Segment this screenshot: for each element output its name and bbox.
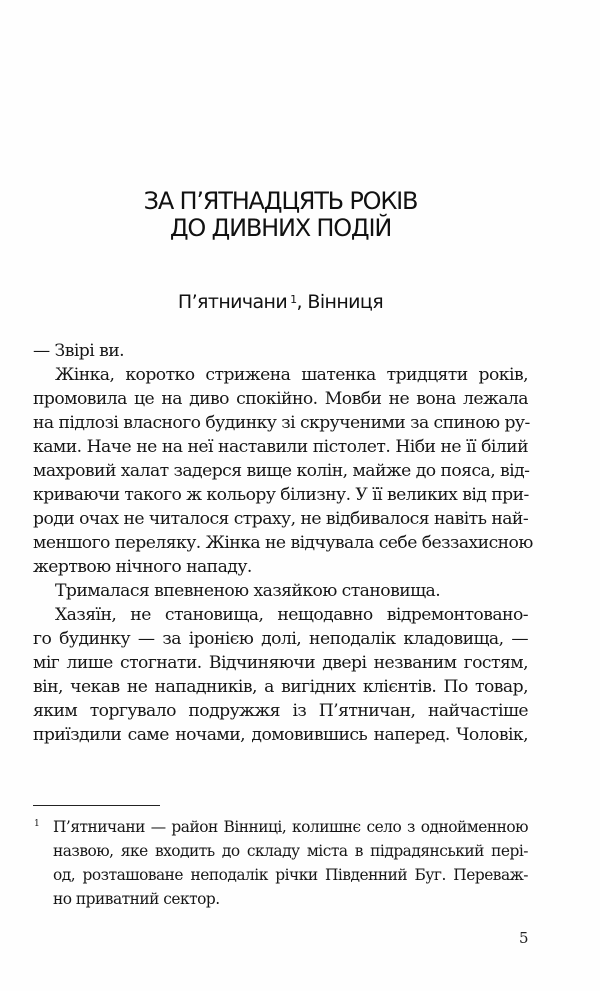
- footnote-separator: [33, 805, 160, 806]
- location-name: П’ятничани: [177, 291, 288, 313]
- body-line: го будинку — за іронією долі, неподалік кладовища, —: [33, 629, 528, 649]
- body-line: роди очах не читалося страху, не відбивалося навіть най-: [33, 509, 529, 529]
- body-line: Трималася впевненою хазяйкою становища.: [55, 581, 441, 601]
- body-line: промовила це на диво спокійно. Мовби не вона лежала: [33, 389, 528, 409]
- body-line: приїздили саме ночами, домовившись наперед. Чоловік,: [33, 725, 528, 745]
- body-line: — Звірі ви.: [33, 341, 125, 361]
- body-line: на підлозі власного будинку зі скрученими за спиною ру-: [33, 413, 530, 433]
- footnote-line: П’ятничани — район Вінниці, колишнє село з однойменною: [53, 818, 528, 836]
- chapter-title-line-1: ЗА П’ЯТНАДЦЯТЬ РОКІВ: [143, 187, 418, 215]
- footnote-line: назвою, яке входить до складу міста в підрадянський пері-: [53, 842, 528, 860]
- footnote-line: од, розташоване неподалік річки Південний Буг. Переваж-: [53, 866, 528, 884]
- footnote-text: [53, 815, 528, 911]
- body-line: жертвою нічного нападу.: [33, 557, 252, 577]
- body-line: Хазяїн, не становища, нещодавно відремонтовано-: [55, 605, 528, 625]
- body-line: махровий халат задерся вище колін, майже до пояса, від-: [33, 461, 530, 481]
- body-line: криваючи такого ж кольору білизну. У її великих від при-: [33, 485, 529, 505]
- body-line: меншого переляку. Жінка не відчувала себе беззахисною: [33, 533, 533, 553]
- body-line: ками. Наче не на неї наставили пістолет. Ніби не її білий: [33, 437, 528, 457]
- footnote-line: но приватний сектор.: [53, 890, 220, 908]
- footnote: [33, 815, 528, 911]
- body-line: Жінка, коротко стрижена шатенка тридцяти років,: [55, 365, 528, 385]
- body-line: міг лише стогнати. Відчиняючи двері незваним гостям,: [33, 653, 528, 673]
- footnote-marker: 1: [34, 819, 40, 829]
- chapter-title: [33, 188, 528, 242]
- chapter-location: [33, 290, 528, 314]
- body-text: [33, 339, 533, 747]
- body-line: він, чекав не нападників, а вигідних клієнтів. По товар,: [33, 677, 528, 697]
- page-number: 5: [519, 929, 529, 947]
- footnote-reference[interactable]: 1: [290, 293, 297, 306]
- chapter-title-line-2: ДО ДИВНИХ ПОДІЙ: [169, 214, 392, 242]
- location-city: , Вінниця: [296, 291, 384, 313]
- body-line: яким торгувало подружжя із П’ятничан, найчастіше: [33, 701, 528, 721]
